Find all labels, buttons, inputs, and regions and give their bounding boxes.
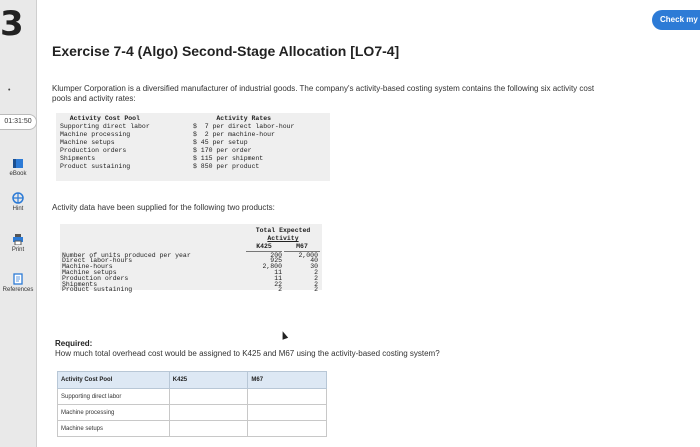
answer-header-pool: Activity Cost Pool [58, 372, 170, 389]
m67-value: 40 [310, 257, 318, 264]
sidebar-item-references[interactable] [0, 273, 36, 293]
rates-pool-cell: Production orders [60, 147, 127, 154]
activity-header-total: Total Expected [255, 227, 311, 234]
rates-rate-cell: $ 2 per machine-hour [193, 131, 275, 138]
answer-row-label: Machine processing [58, 405, 170, 421]
rates-pool-cell: Machine setups [60, 139, 115, 146]
rates-header-pool: Activity Cost Pool [69, 115, 140, 122]
sidebar-item-print[interactable] [0, 234, 36, 253]
activity-rates-table [56, 113, 330, 181]
rates-rate-cell: $ 7 per direct labor-hour [193, 123, 295, 130]
k425-value: 2,800 [262, 263, 282, 270]
answer-header-k425: K425 [169, 372, 248, 389]
rates-pool-cell: Supporting direct labor [60, 123, 150, 130]
sidebar-item-label: Hint [12, 206, 24, 212]
row-label: Production orders [62, 275, 129, 282]
k425-value: 22 [274, 281, 282, 288]
k425-value: 11 [274, 275, 282, 282]
m67-value: 2,000 [298, 252, 318, 259]
sidebar-item-hint[interactable] [0, 192, 36, 212]
answer-table [57, 371, 327, 437]
answer-row-label: Machine setups [58, 421, 170, 437]
table-row [58, 389, 327, 405]
activity-data-table [60, 224, 322, 293]
rates-rate-cell: $ 115 per shipment [193, 155, 264, 162]
rates-header-rate: Activity Rates [216, 115, 272, 122]
references-icon [12, 273, 24, 285]
rates-rate-cell: $ 850 per product [193, 163, 260, 170]
sidebar-item-label: eBook [9, 171, 27, 177]
sidebar-item-label: References [2, 287, 34, 293]
activity-header-k425: K425 [246, 243, 282, 252]
row-label: Number of units produced per year [62, 252, 191, 259]
sidebar-item-label: Print [11, 247, 25, 253]
activity-data-intro: Activity data have been supplied for the following two products: [52, 203, 275, 212]
m67-value: 30 [310, 263, 318, 270]
m67-value: 2 [314, 275, 318, 282]
row-label: Machine setups [62, 269, 117, 276]
hint-icon [12, 192, 24, 204]
m67-value: 2 [314, 281, 318, 288]
sidebar-marker: • [8, 87, 11, 94]
exercise-intro: Klumper Corporation is a diversified manufacturer of industrial goods. The company's activity-based costing system contains the following six activity cost pools and activity rates: [52, 84, 595, 103]
k425-answer-input[interactable] [169, 389, 248, 405]
k425-value: 11 [274, 269, 282, 276]
m67-answer-input[interactable] [248, 389, 327, 405]
k425-value: 2 [278, 286, 282, 293]
k425-value: 925 [270, 257, 282, 264]
activity-header-activity: Activity [267, 235, 299, 242]
row-label: Machine-hours [62, 263, 113, 270]
rates-rate-cell: $ 45 per setup [193, 139, 248, 146]
answer-header-m67: M67 [248, 372, 327, 389]
activity-header-m67: M67 [284, 243, 320, 252]
row-label: Direct labor-hours [62, 257, 133, 264]
k425-value: 200 [270, 252, 282, 259]
print-icon [12, 234, 24, 245]
m67-value: 2 [314, 286, 318, 293]
table-row [58, 421, 327, 437]
k425-answer-input[interactable] [169, 405, 248, 421]
timer: 01:31:50 [0, 114, 37, 130]
required-text: How much total overhead cost would be assigned to K425 and M67 using the activity-based costing system? [55, 349, 440, 358]
table-row [62, 286, 322, 294]
k425-answer-input[interactable] [169, 421, 248, 437]
rates-rate-cell: $ 170 per order [193, 147, 252, 154]
book-icon [12, 158, 24, 169]
m67-value: 2 [314, 269, 318, 276]
rates-pool-cell: Machine processing [60, 131, 131, 138]
check-my-work-button[interactable]: Check my [652, 10, 700, 30]
rates-pool-cell: Shipments [60, 155, 96, 162]
rates-pool-cell: Product sustaining [60, 163, 131, 170]
question-number: 3 [0, 4, 24, 44]
sidebar [0, 0, 37, 447]
m67-answer-input[interactable] [248, 405, 327, 421]
sidebar-item-ebook[interactable] [0, 158, 36, 177]
answer-row-label: Supporting direct labor [58, 389, 170, 405]
exercise-title: Exercise 7-4 (Algo) Second-Stage Allocation [LO7-4] [52, 43, 400, 59]
row-label: Shipments [62, 281, 98, 288]
required-label: Required: [55, 339, 93, 348]
row-label: Product sustaining [62, 286, 133, 293]
mouse-cursor-icon [280, 330, 288, 340]
m67-answer-input[interactable] [248, 421, 327, 437]
table-row [58, 405, 327, 421]
